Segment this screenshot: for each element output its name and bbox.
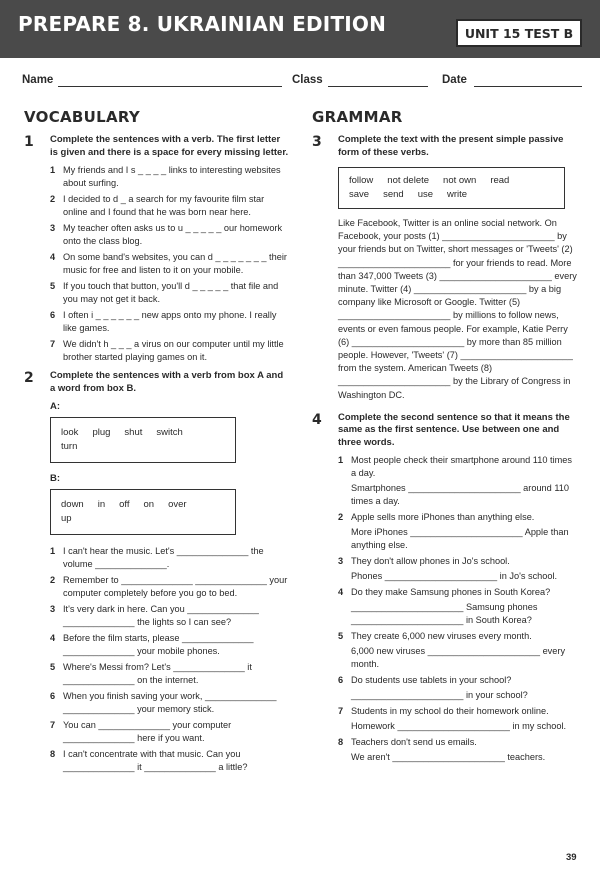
word: save [349,189,370,200]
list-item: 2 Remember to ______________ ______________ your computer completely before you go to bed. [50,575,288,598]
date-field[interactable] [474,86,582,87]
word: plug [92,427,111,438]
student-info-row [22,74,582,90]
exercise-4 [312,412,578,765]
word: up [61,513,72,524]
exercise-1 [24,134,289,364]
vocabulary-column [24,108,289,777]
box-b-label: B: [50,473,61,484]
answer-line: Phones ______________________ in Jo's school. [351,571,558,582]
grammar-column [312,108,578,767]
box-a-label: A: [50,401,61,412]
class-field[interactable] [328,86,428,87]
list-item: 5 They create 6,000 new viruses every month. 6,000 new viruses ______________________ every month. [338,630,578,671]
answer-line: More iPhones ______________________ Apple than anything else. [351,527,569,551]
list-item: 2 I decided to d _ a search for my favourite film star online and I found that he was born near here. [50,194,265,217]
exercise-instruction: Complete the second sentence so that it means the same as the first sentence. Use between one and three words. [338,411,570,448]
list-item: 3 My teacher often asks us to u _ _ _ _ _ our homework onto the class blog. [50,223,283,246]
word: not delete [387,175,430,186]
exercise-instruction: Complete the text with the present simple passive form of these verbs. [338,134,564,158]
word-box-b [50,489,236,535]
class-label: Class [292,74,323,86]
list-item: 2 Apple sells more iPhones than anything else. More iPhones ______________________ Apple than anything else. [338,511,578,552]
list-item: 3 It's very dark in here. Can you ______________ ______________ the lights so I can see? [50,604,259,627]
exercise-3 [312,134,578,402]
answer-line: Smartphones ______________________ around 110 times a day. [351,483,569,507]
word: turn [61,441,78,452]
answer-line: ______________________ Samsung phones ______________________ in South Korea? [351,602,538,626]
list-item: 4 Before the film starts, please ______________ ______________ your mobile phones. [50,633,254,656]
exercise-2 [24,370,289,774]
list-item: 7 We didn't h _ _ _ a virus on our computer until my little brother started playing games on it. [50,339,284,362]
list-item: 3 They don't allow phones in Jo's school. Phones ______________________ in Jo's school. [338,555,578,583]
word: on [143,499,155,510]
word-box-a [50,417,236,463]
list-item: 6 I often i _ _ _ _ _ _ new apps onto my phone. I really like games. [50,310,277,333]
list-item: 5 If you touch that button, you'll d _ _ _ _ _ that file and you may not get it back. [50,281,279,304]
name-label: Name [22,74,54,86]
exercise-instruction: Complete the sentences with a verb. The first letter is given and there is a space for every missing letter. [50,134,289,158]
list-item: 7 Students in my school do their homework online. Homework ______________________ in my school. [338,705,578,733]
word: switch [156,427,183,438]
header-band [0,0,600,58]
exercise-number: 3 [312,134,322,150]
name-field[interactable] [58,86,282,87]
list-item: 7 You can ______________ your computer ______________ here if you want. [50,720,232,743]
list-item: 4 Do they make Samsung phones in South Korea? ______________________ Samsung phones ______________________ in South Korea? [338,586,578,627]
word: shut [124,427,143,438]
grammar-heading: GRAMMAR [312,108,403,126]
word: read [490,175,510,186]
list-item: 5 Where's Messi from? Let's ______________ it ______________ on the internet. [50,662,252,685]
word: follow [349,175,374,186]
vocabulary-heading: VOCABULARY [24,108,141,126]
list-item: 8 Teachers don't send us emails. We aren't ______________________ teachers. [338,736,578,764]
page-title: PREPARE 8. UKRAINIAN EDITION [18,12,387,36]
gap-fill-text: Like Facebook, Twitter is an online social network. On Facebook, your posts (1) ______________________ by your friends but on Twitter, short messages or 'Tweets' (2) ______________________ for your friends to read. More than 347,000 Tweets (3) ______________________ every minute. Twitter (4) ______________________ by a big company like Microsoft or Google. Twitter (5) ______________________ by millions to follow news, events or even famous people. For example, Katie Perry (6) ______________________ by more than 85 million people. However, 'Tweets' (7) ______________________ from the system. American Tweets (8) ______________________ by the Library of Congress in Washington DC. [338,218,577,400]
word: in [97,499,106,510]
list-item: 8 I can't concentrate with that music. Can you ______________ it ______________ a little? [50,749,248,772]
word: send [383,189,404,200]
exercise-number: 2 [24,370,34,386]
word: over [168,499,187,510]
date-label: Date [442,74,467,86]
page-number: 39 [566,852,577,863]
word: use [417,189,434,200]
list-item: 1 My friends and I s _ _ _ _ links to interesting websites about surfing. [50,165,281,188]
answer-line: We aren't ______________________ teachers. [351,752,546,763]
list-item: 1 Most people check their smartphone around 110 times a day. Smartphones ______________________ around 110 times a day. [338,454,578,508]
word: off [119,499,130,510]
list-item: 6 Do students use tablets in your school? ______________________ in your school? [338,674,578,702]
list-item: 1 I can't hear the music. Let's ______________ the volume ______________. [50,546,264,569]
answer-line: ______________________ in your school? [351,690,528,701]
word: not own [443,175,477,186]
word: down [61,499,84,510]
answer-line: 6,000 new viruses ______________________ every month. [351,646,566,670]
list-item: 6 When you finish saving your work, ______________ ______________ your memory stick. [50,691,277,714]
exercise-instruction: Complete the sentences with a verb from box A and a word from box B. [50,370,284,394]
word: look [61,427,79,438]
unit-label: UNIT 15 TEST B [456,19,582,47]
exercise-number: 1 [24,134,34,150]
word-box [338,167,565,209]
list-item: 4 On some band's websites, you can d _ _ _ _ _ _ _ their music for free and listen to it on your mobile. [50,252,287,275]
answer-line: Homework ______________________ in my school. [351,721,567,732]
word: write [447,189,468,200]
exercise-number: 4 [312,411,322,428]
